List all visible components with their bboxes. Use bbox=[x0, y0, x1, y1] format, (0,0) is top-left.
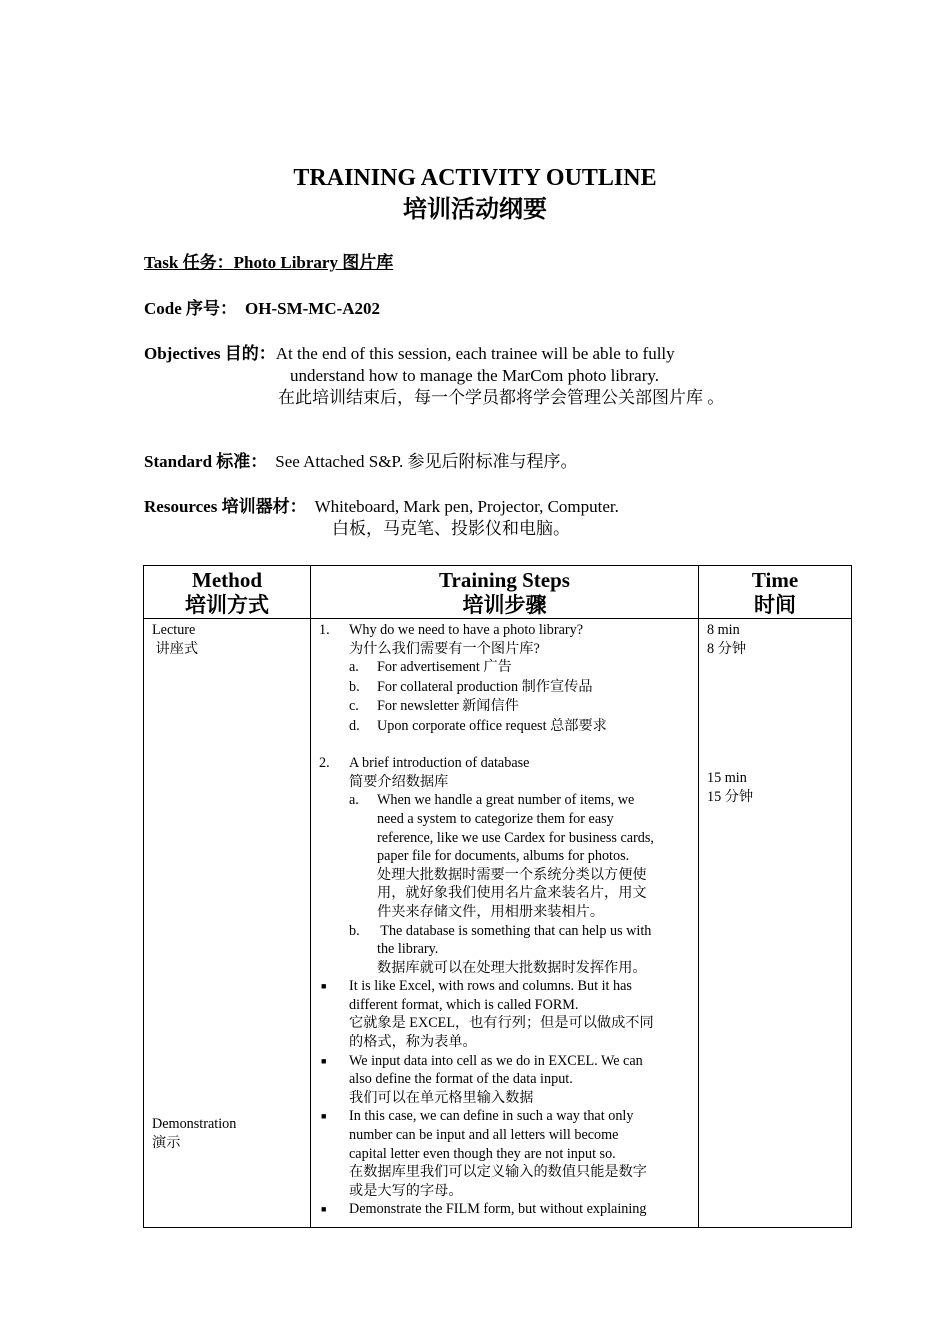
step-2-number: 2. bbox=[319, 755, 330, 772]
bullet-square-icon: ■ bbox=[321, 1055, 327, 1066]
objectives-label: Objectives 目的： bbox=[144, 344, 276, 363]
task-label: Task 任务： bbox=[144, 253, 234, 272]
step-1-number: 1. bbox=[319, 622, 330, 638]
time-header bbox=[699, 566, 852, 619]
task-value: Photo Library 图片库 bbox=[233, 253, 394, 272]
bullet-square-icon: ■ bbox=[321, 1111, 327, 1122]
time-1-en: 8 min bbox=[707, 622, 740, 638]
time-2-en: 15 min bbox=[707, 770, 747, 787]
method-demo-en: Demonstration bbox=[152, 1116, 237, 1132]
steps-header bbox=[311, 566, 699, 619]
step-1 bbox=[319, 621, 692, 736]
step-2-en: A brief introduction of database bbox=[349, 755, 530, 772]
standard-value: See Attached S&P. 参见后附标准与程序。 bbox=[275, 452, 578, 471]
step-1-sub-a: a. For advertisement 广告 bbox=[349, 659, 512, 676]
objectives-line-1 bbox=[144, 343, 675, 365]
method-demonstration bbox=[152, 1115, 236, 1152]
step-1-sub-c: c. For newsletter 新闻信件 bbox=[349, 698, 519, 715]
step-1-sub-b: b. For collateral production 制作宣传品 bbox=[349, 678, 593, 695]
step-2-sub-a: a. When we handle a great number of items, we need a system to categorize them for easy reference, like we use Cardex for business cards, paper file for documents, albums for photos. 处理大批数据时需要一个系统分类以方便使 用，就好象我们使用名片盒来装名片，用文 件夹来存储文件，用相册来装相片。 bbox=[349, 792, 654, 920]
code-label: Code 序号： bbox=[144, 299, 238, 318]
step-1-en: Why do we need to have a photo library? bbox=[349, 622, 584, 638]
resources-label: Resources 培训器材： bbox=[144, 497, 307, 516]
code-value: OH-SM-MC-A202 bbox=[245, 299, 381, 318]
resources-text-1: Whiteboard, Mark pen, Projector, Computer. bbox=[314, 497, 619, 516]
method-demo-zh: 演示 bbox=[152, 1134, 181, 1151]
step-2-sub-b: b. The database is something that can help us with the library. 数据库就可以在处理大批数据时发挥作用。 bbox=[349, 922, 652, 976]
code-line bbox=[144, 298, 380, 320]
method-header-zh: 培训方式 bbox=[185, 593, 269, 617]
task-line bbox=[144, 252, 393, 274]
steps-header-en: Training Steps bbox=[439, 568, 570, 592]
objectives-text-2: understand how to manage the MarCom photo library. bbox=[290, 366, 660, 385]
method-lecture-zh: 讲座式 bbox=[152, 640, 199, 657]
objectives-text-1: At the end of this session, each trainee will be able to fully bbox=[275, 344, 675, 363]
table-header-row bbox=[144, 566, 852, 619]
method-header bbox=[144, 566, 311, 619]
time-2-zh: 15 分钟 bbox=[707, 788, 754, 805]
table-row bbox=[144, 619, 852, 1228]
time-cell bbox=[699, 619, 852, 1228]
step-2 bbox=[319, 754, 692, 977]
method-lecture-en: Lecture bbox=[152, 622, 196, 638]
bullet-square-icon: ■ bbox=[321, 981, 327, 992]
method-cell bbox=[144, 619, 311, 1228]
time-header-zh: 时间 bbox=[754, 593, 796, 617]
method-header-en: Method bbox=[192, 568, 262, 592]
bullet-3: ■ In this case, we can define in such a way that only number can be input and all letters will become capital letter even though they are not input so. 在数据库里我们可以定义输入的数值只能是数字 或是大写的字母。 bbox=[321, 1108, 647, 1199]
bullet-1: ■ It is like Excel, with rows and columns. But it has different format, which is called FORM. 它就象是 EXCEL，也有行列；但是可以做成不同 的格式，称为表单。 bbox=[321, 978, 654, 1051]
time-header-en: Time bbox=[751, 568, 799, 592]
resources-text-2: 白板，马克笔、投影仪和电脑。 bbox=[332, 519, 570, 538]
bullet-square-icon: ■ bbox=[321, 1204, 327, 1215]
objectives-text-3: 在此培训结束后，每一个学员都将学会管理公关部图片库 。 bbox=[278, 388, 725, 407]
step-2-zh: 简要介绍数据库 bbox=[349, 773, 449, 790]
standard-line bbox=[144, 451, 578, 473]
document-title-zh: 培训活动纲要 bbox=[403, 197, 547, 223]
steps-cell bbox=[311, 619, 699, 1228]
bullet-4: ■ Demonstrate the FILM form, but without explaining bbox=[321, 1201, 647, 1218]
document-title-en: TRAINING ACTIVITY OUTLINE bbox=[293, 165, 657, 191]
resources-line-1 bbox=[144, 496, 619, 518]
steps-header-zh: 培训步骤 bbox=[462, 593, 547, 617]
standard-label: Standard 标准： bbox=[144, 452, 268, 471]
step-1-sub-d: d. Upon corporate office request 总部要求 bbox=[349, 717, 607, 734]
time-1-zh: 8 分钟 bbox=[707, 640, 747, 657]
bullet-2: ■ We input data into cell as we do in EXCEL. We can also define the format of the data input. 我们可以在单元格里输入数据 bbox=[321, 1052, 643, 1106]
step-1-zh: 为什么我们需要有一个图片库? bbox=[349, 640, 540, 657]
training-steps-table bbox=[143, 565, 852, 1228]
